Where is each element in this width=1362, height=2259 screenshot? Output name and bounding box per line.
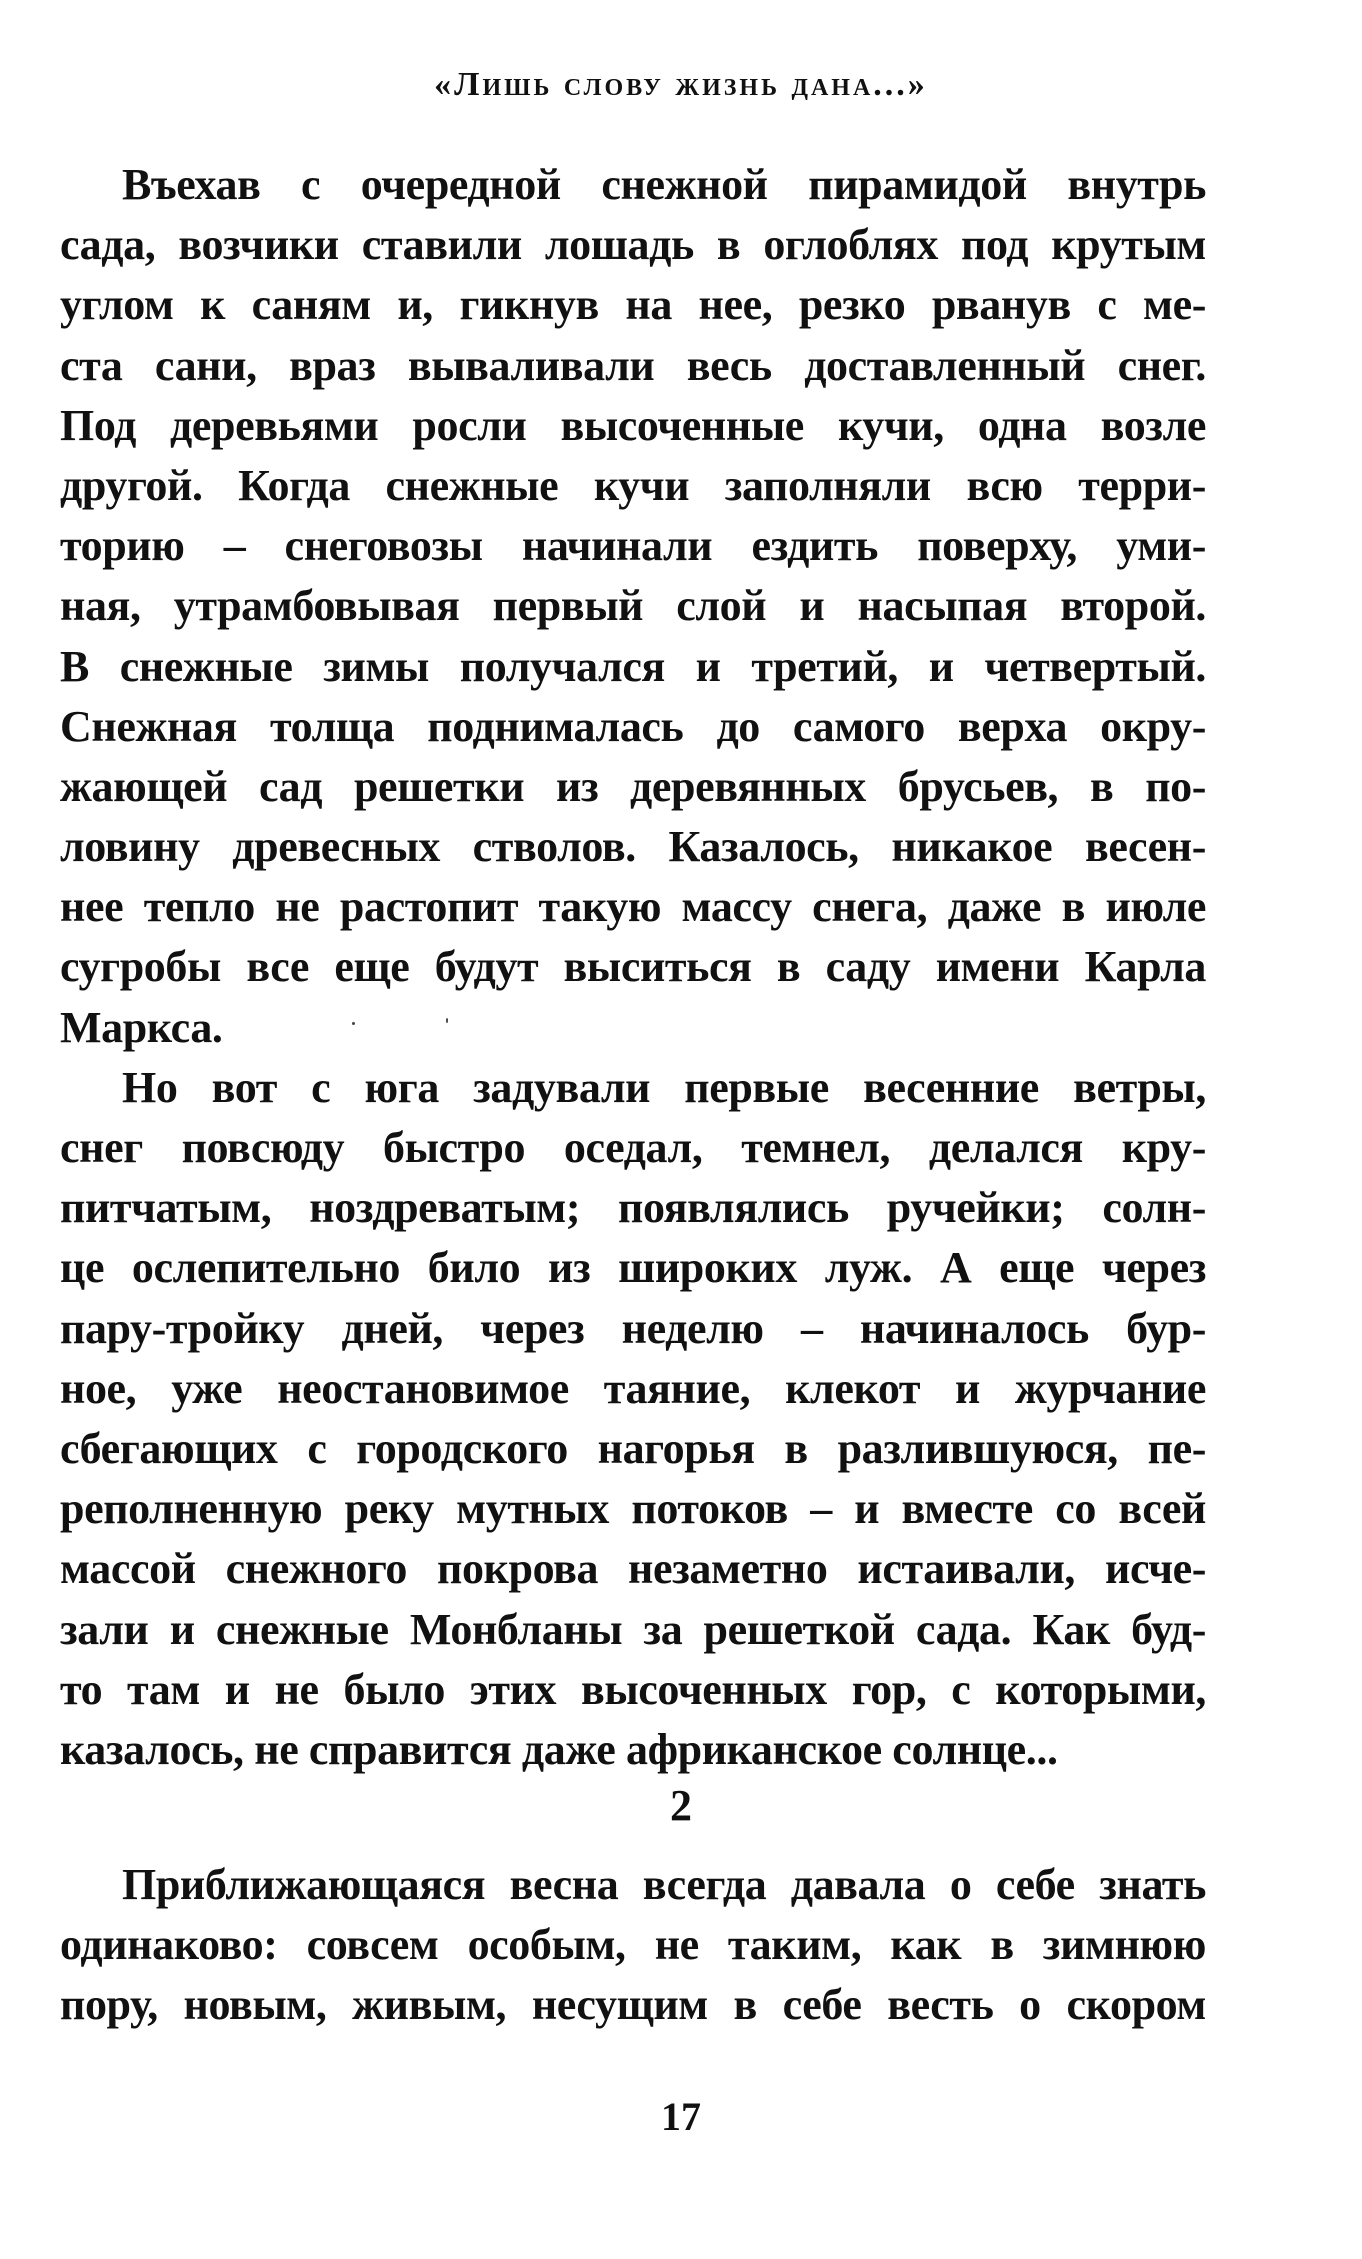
text-line: сугробы все еще будут выситься в саду имени Карла — [60, 942, 1206, 992]
text-line: пару-тройку дней, через неделю – начиналось бур- — [60, 1303, 1206, 1353]
text-line: Под деревьями росли высоченные кучи, одна возле — [60, 400, 1206, 450]
text-line: зали и снежные Монбланы за решеткой сада. Как буд- — [60, 1604, 1206, 1654]
body-text-top — [60, 155, 1206, 1780]
text-line: торию – снеговозы начинали ездить поверху, уми- — [60, 521, 1206, 571]
text-line: другой. Когда снежные кучи заполняли всю терри- — [60, 460, 1206, 510]
text-line: ное, уже неостановимое таяние, клекот и журчание — [60, 1363, 1206, 1413]
text-line: нее тепло не растопит такую массу снега, даже в июле — [60, 882, 1206, 932]
text-line: ная, утрамбовывая первый слой и насыпая второй. — [60, 581, 1206, 631]
text-line: Приближающаяся весна всегда давала о себе знать — [122, 1860, 1206, 1909]
text-line: В снежные зимы получался и третий, и четвертый. — [60, 641, 1206, 691]
text-line: сада, возчики ставили лошадь в оглоблях под крутым — [60, 220, 1206, 270]
text-line: питчатым, ноздреватым; появлялись ручейки; солн- — [60, 1183, 1206, 1233]
text-line: ловину древесных стволов. Казалось, никакое весен- — [60, 822, 1206, 872]
text-line: то там и не было этих высоченных гор, с которыми, — [60, 1664, 1206, 1714]
body-text-bottom — [60, 1855, 1206, 2036]
text-line: це ослепительно било из широких луж. А еще через — [60, 1243, 1206, 1293]
running-head: «Лишь слову жизнь дана...» — [434, 66, 928, 103]
text-line: сбегающих с городского нагорья в разлившуюся, пе- — [60, 1423, 1206, 1473]
page-number: 17 — [661, 2094, 701, 2139]
text-line: снег повсюду быстро оседал, темнел, делался кру- — [60, 1123, 1206, 1172]
text-line: одинаково: совсем особым, не таким, как в зимнюю — [60, 1920, 1206, 1970]
paragraph-3 — [60, 1855, 1206, 2036]
text-line: массой снежного покрова незаметно истаивали, исче- — [60, 1544, 1206, 1594]
scan-speck — [446, 1018, 448, 1023]
text-line: ста сани, враз вываливали весь доставленный снег. — [60, 340, 1206, 390]
text-line: углом к саням и, гикнув на нее, резко рванув с ме- — [60, 280, 1206, 330]
text-line: Снежная толща поднималась до самого верха окру- — [60, 701, 1206, 751]
section-number: 2 — [670, 1781, 692, 1830]
text-line: Маркса. — [60, 1002, 223, 1052]
text-line: жающей сад решетки из деревянных брусьев, в по- — [60, 761, 1206, 811]
text-line: Въехав с очередной снежной пирамидой внутрь — [122, 160, 1206, 209]
text-line: пору, новым, живым, несущим в себе весть о скором — [60, 1980, 1206, 2030]
text-line: казалось, не справится даже африканское солнце... — [60, 1724, 1058, 1774]
scan-speck — [352, 1022, 355, 1025]
text-line: Но вот с юга задували первые весенние ветры, — [122, 1062, 1206, 1112]
paragraph-1 — [60, 155, 1206, 1058]
text-line: реполненную реку мутных потоков – и вместе со всей — [60, 1484, 1206, 1534]
paragraph-2 — [60, 1058, 1206, 1780]
